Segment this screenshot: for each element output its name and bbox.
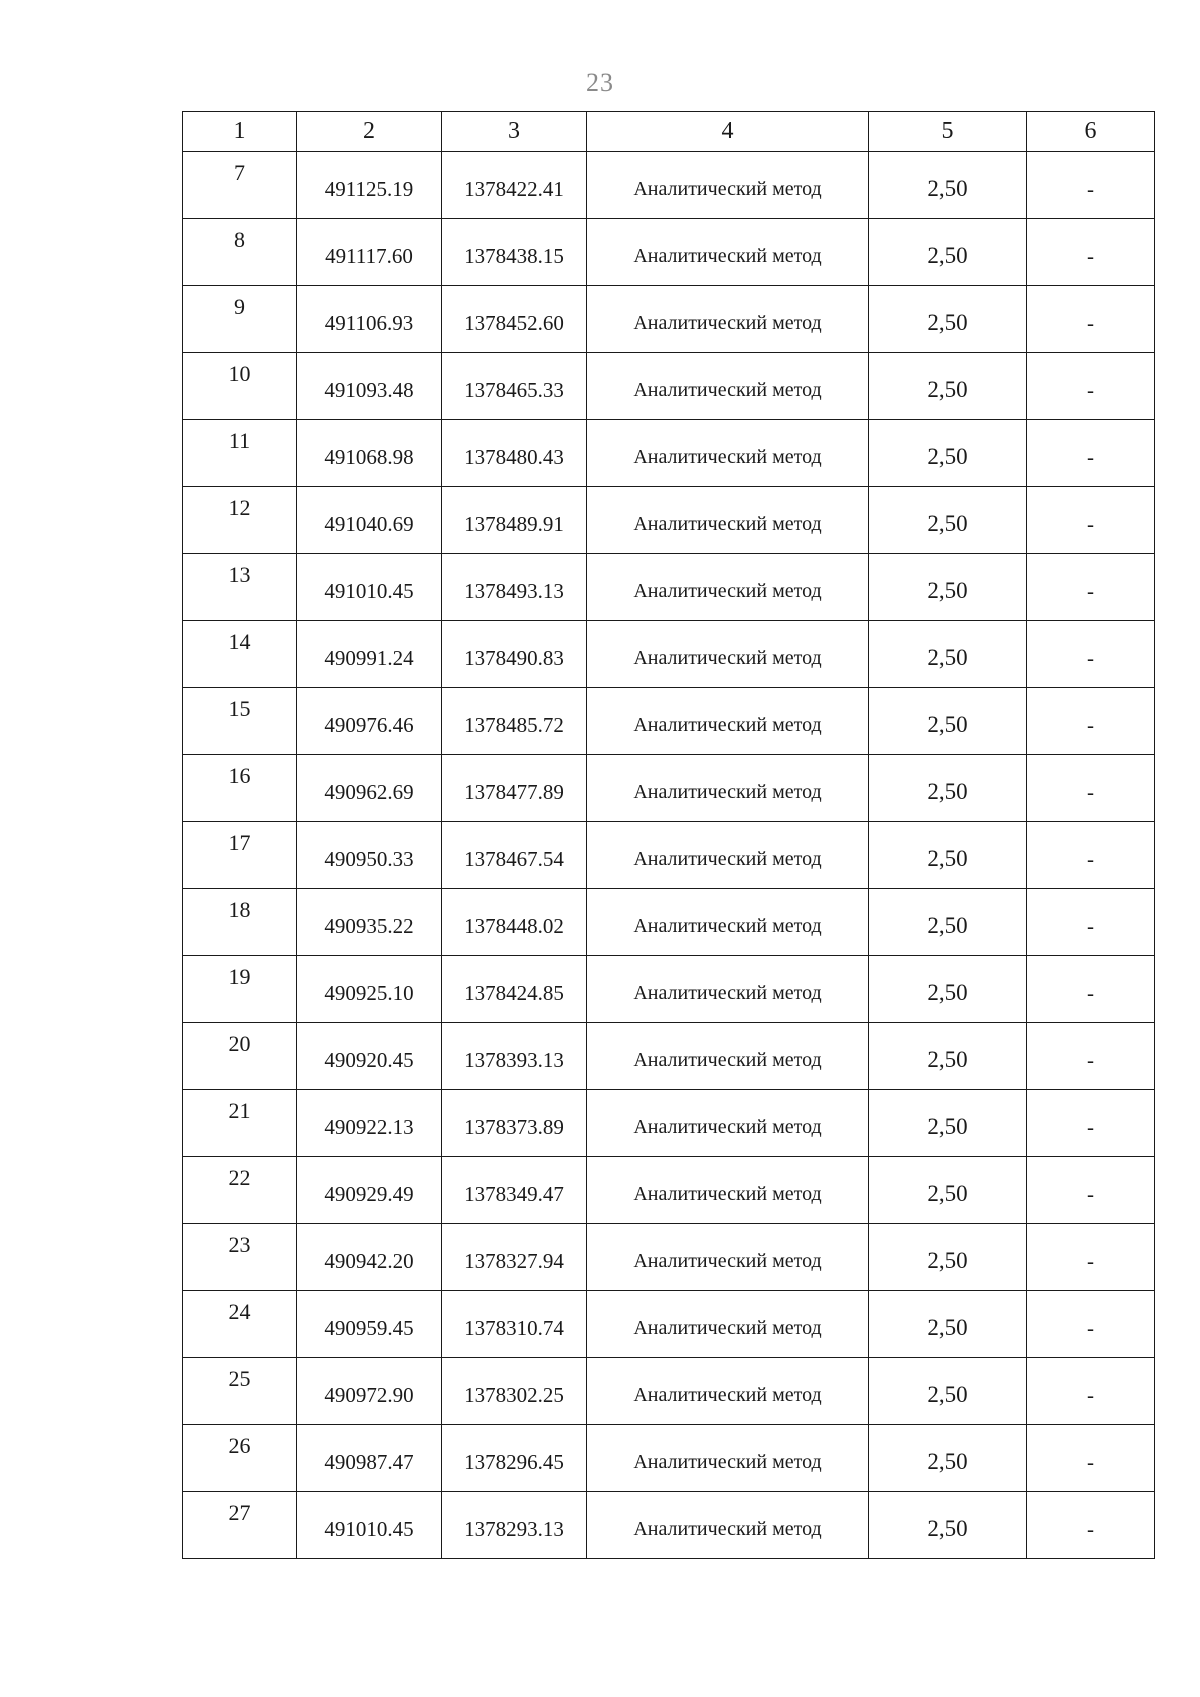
accuracy-cell: 2,50 bbox=[869, 353, 1027, 420]
method-cell: Аналитический метод bbox=[587, 889, 869, 956]
y-coordinate-cell: 1378327.94 bbox=[442, 1224, 587, 1291]
table-row bbox=[183, 1492, 1155, 1559]
accuracy-cell: 2,50 bbox=[869, 286, 1027, 353]
method-cell: Аналитический метод bbox=[587, 688, 869, 755]
point-number-cell: 14 bbox=[183, 621, 297, 688]
note-cell: - bbox=[1027, 353, 1155, 420]
accuracy-cell: 2,50 bbox=[869, 1090, 1027, 1157]
x-coordinate-cell: 491010.45 bbox=[297, 554, 442, 621]
table-row bbox=[183, 420, 1155, 487]
accuracy-cell: 2,50 bbox=[869, 487, 1027, 554]
table-row bbox=[183, 1090, 1155, 1157]
method-cell: Аналитический метод bbox=[587, 1224, 869, 1291]
y-coordinate-cell: 1378490.83 bbox=[442, 621, 587, 688]
note-cell: - bbox=[1027, 152, 1155, 219]
accuracy-cell: 2,50 bbox=[869, 219, 1027, 286]
note-cell: - bbox=[1027, 1358, 1155, 1425]
note-cell: - bbox=[1027, 822, 1155, 889]
accuracy-cell: 2,50 bbox=[869, 1023, 1027, 1090]
accuracy-cell: 2,50 bbox=[869, 1224, 1027, 1291]
y-coordinate-cell: 1378310.74 bbox=[442, 1291, 587, 1358]
table-row bbox=[183, 621, 1155, 688]
method-cell: Аналитический метод bbox=[587, 219, 869, 286]
table-row bbox=[183, 554, 1155, 621]
y-coordinate-cell: 1378480.43 bbox=[442, 420, 587, 487]
point-number-cell: 24 bbox=[183, 1291, 297, 1358]
accuracy-cell: 2,50 bbox=[869, 554, 1027, 621]
accuracy-cell: 2,50 bbox=[869, 1157, 1027, 1224]
point-number-cell: 15 bbox=[183, 688, 297, 755]
y-coordinate-cell: 1378422.41 bbox=[442, 152, 587, 219]
accuracy-cell: 2,50 bbox=[869, 755, 1027, 822]
table-row bbox=[183, 152, 1155, 219]
point-number-cell: 8 bbox=[183, 219, 297, 286]
column-header: 4 bbox=[587, 112, 869, 152]
accuracy-cell: 2,50 bbox=[869, 621, 1027, 688]
point-number-cell: 17 bbox=[183, 822, 297, 889]
table-row bbox=[183, 353, 1155, 420]
header-row bbox=[183, 112, 1155, 152]
note-cell: - bbox=[1027, 688, 1155, 755]
table-row bbox=[183, 1157, 1155, 1224]
note-cell: - bbox=[1027, 219, 1155, 286]
x-coordinate-cell: 490972.90 bbox=[297, 1358, 442, 1425]
y-coordinate-cell: 1378477.89 bbox=[442, 755, 587, 822]
table-row bbox=[183, 956, 1155, 1023]
x-coordinate-cell: 490959.45 bbox=[297, 1291, 442, 1358]
point-number-cell: 22 bbox=[183, 1157, 297, 1224]
y-coordinate-cell: 1378293.13 bbox=[442, 1492, 587, 1559]
method-cell: Аналитический метод bbox=[587, 1023, 869, 1090]
table-row bbox=[183, 1224, 1155, 1291]
table-body bbox=[183, 152, 1155, 1559]
y-coordinate-cell: 1378452.60 bbox=[442, 286, 587, 353]
table-row bbox=[183, 1425, 1155, 1492]
method-cell: Аналитический метод bbox=[587, 755, 869, 822]
column-header: 3 bbox=[442, 112, 587, 152]
method-cell: Аналитический метод bbox=[587, 353, 869, 420]
x-coordinate-cell: 491125.19 bbox=[297, 152, 442, 219]
accuracy-cell: 2,50 bbox=[869, 956, 1027, 1023]
y-coordinate-cell: 1378489.91 bbox=[442, 487, 587, 554]
table-row bbox=[183, 487, 1155, 554]
point-number-cell: 7 bbox=[183, 152, 297, 219]
point-number-cell: 18 bbox=[183, 889, 297, 956]
method-cell: Аналитический метод bbox=[587, 1291, 869, 1358]
column-header: 5 bbox=[869, 112, 1027, 152]
point-number-cell: 25 bbox=[183, 1358, 297, 1425]
x-coordinate-cell: 490991.24 bbox=[297, 621, 442, 688]
point-number-cell: 11 bbox=[183, 420, 297, 487]
method-cell: Аналитический метод bbox=[587, 1492, 869, 1559]
point-number-cell: 27 bbox=[183, 1492, 297, 1559]
note-cell: - bbox=[1027, 956, 1155, 1023]
table-row bbox=[183, 688, 1155, 755]
x-coordinate-cell: 490942.20 bbox=[297, 1224, 442, 1291]
method-cell: Аналитический метод bbox=[587, 956, 869, 1023]
x-coordinate-cell: 490929.49 bbox=[297, 1157, 442, 1224]
coordinates-table bbox=[182, 111, 1155, 1559]
method-cell: Аналитический метод bbox=[587, 1157, 869, 1224]
column-header: 2 bbox=[297, 112, 442, 152]
table-row bbox=[183, 889, 1155, 956]
x-coordinate-cell: 490987.47 bbox=[297, 1425, 442, 1492]
table-row bbox=[183, 286, 1155, 353]
accuracy-cell: 2,50 bbox=[869, 889, 1027, 956]
y-coordinate-cell: 1378438.15 bbox=[442, 219, 587, 286]
x-coordinate-cell: 490935.22 bbox=[297, 889, 442, 956]
point-number-cell: 12 bbox=[183, 487, 297, 554]
note-cell: - bbox=[1027, 554, 1155, 621]
x-coordinate-cell: 491068.98 bbox=[297, 420, 442, 487]
method-cell: Аналитический метод bbox=[587, 554, 869, 621]
point-number-cell: 20 bbox=[183, 1023, 297, 1090]
accuracy-cell: 2,50 bbox=[869, 1425, 1027, 1492]
note-cell: - bbox=[1027, 1090, 1155, 1157]
point-number-cell: 21 bbox=[183, 1090, 297, 1157]
point-number-cell: 23 bbox=[183, 1224, 297, 1291]
accuracy-cell: 2,50 bbox=[869, 420, 1027, 487]
method-cell: Аналитический метод bbox=[587, 1090, 869, 1157]
note-cell: - bbox=[1027, 420, 1155, 487]
y-coordinate-cell: 1378485.72 bbox=[442, 688, 587, 755]
note-cell: - bbox=[1027, 621, 1155, 688]
note-cell: - bbox=[1027, 487, 1155, 554]
note-cell: - bbox=[1027, 755, 1155, 822]
column-header: 6 bbox=[1027, 112, 1155, 152]
method-cell: Аналитический метод bbox=[587, 621, 869, 688]
x-coordinate-cell: 490925.10 bbox=[297, 956, 442, 1023]
note-cell: - bbox=[1027, 1492, 1155, 1559]
y-coordinate-cell: 1378467.54 bbox=[442, 822, 587, 889]
accuracy-cell: 2,50 bbox=[869, 688, 1027, 755]
note-cell: - bbox=[1027, 1291, 1155, 1358]
y-coordinate-cell: 1378424.85 bbox=[442, 956, 587, 1023]
method-cell: Аналитический метод bbox=[587, 487, 869, 554]
y-coordinate-cell: 1378448.02 bbox=[442, 889, 587, 956]
table-row bbox=[183, 1358, 1155, 1425]
y-coordinate-cell: 1378393.13 bbox=[442, 1023, 587, 1090]
table-row bbox=[183, 1023, 1155, 1090]
table-row bbox=[183, 1291, 1155, 1358]
note-cell: - bbox=[1027, 1157, 1155, 1224]
x-coordinate-cell: 491117.60 bbox=[297, 219, 442, 286]
y-coordinate-cell: 1378296.45 bbox=[442, 1425, 587, 1492]
x-coordinate-cell: 491010.45 bbox=[297, 1492, 442, 1559]
point-number-cell: 9 bbox=[183, 286, 297, 353]
x-coordinate-cell: 490920.45 bbox=[297, 1023, 442, 1090]
point-number-cell: 16 bbox=[183, 755, 297, 822]
column-header: 1 bbox=[183, 112, 297, 152]
accuracy-cell: 2,50 bbox=[869, 822, 1027, 889]
x-coordinate-cell: 491093.48 bbox=[297, 353, 442, 420]
y-coordinate-cell: 1378349.47 bbox=[442, 1157, 587, 1224]
y-coordinate-cell: 1378302.25 bbox=[442, 1358, 587, 1425]
accuracy-cell: 2,50 bbox=[869, 1358, 1027, 1425]
note-cell: - bbox=[1027, 1425, 1155, 1492]
method-cell: Аналитический метод bbox=[587, 1358, 869, 1425]
page-number: 23 bbox=[586, 68, 614, 97]
method-cell: Аналитический метод bbox=[587, 286, 869, 353]
point-number-cell: 10 bbox=[183, 353, 297, 420]
accuracy-cell: 2,50 bbox=[869, 152, 1027, 219]
table-row bbox=[183, 822, 1155, 889]
table-row bbox=[183, 219, 1155, 286]
x-coordinate-cell: 490922.13 bbox=[297, 1090, 442, 1157]
x-coordinate-cell: 491106.93 bbox=[297, 286, 442, 353]
accuracy-cell: 2,50 bbox=[869, 1492, 1027, 1559]
x-coordinate-cell: 490950.33 bbox=[297, 822, 442, 889]
y-coordinate-cell: 1378373.89 bbox=[442, 1090, 587, 1157]
x-coordinate-cell: 491040.69 bbox=[297, 487, 442, 554]
accuracy-cell: 2,50 bbox=[869, 1291, 1027, 1358]
method-cell: Аналитический метод bbox=[587, 420, 869, 487]
table-header bbox=[183, 112, 1155, 152]
x-coordinate-cell: 490962.69 bbox=[297, 755, 442, 822]
note-cell: - bbox=[1027, 1224, 1155, 1291]
method-cell: Аналитический метод bbox=[587, 1425, 869, 1492]
table-row bbox=[183, 755, 1155, 822]
note-cell: - bbox=[1027, 889, 1155, 956]
point-number-cell: 19 bbox=[183, 956, 297, 1023]
method-cell: Аналитический метод bbox=[587, 152, 869, 219]
method-cell: Аналитический метод bbox=[587, 822, 869, 889]
y-coordinate-cell: 1378465.33 bbox=[442, 353, 587, 420]
note-cell: - bbox=[1027, 1023, 1155, 1090]
note-cell: - bbox=[1027, 286, 1155, 353]
point-number-cell: 26 bbox=[183, 1425, 297, 1492]
y-coordinate-cell: 1378493.13 bbox=[442, 554, 587, 621]
x-coordinate-cell: 490976.46 bbox=[297, 688, 442, 755]
point-number-cell: 13 bbox=[183, 554, 297, 621]
